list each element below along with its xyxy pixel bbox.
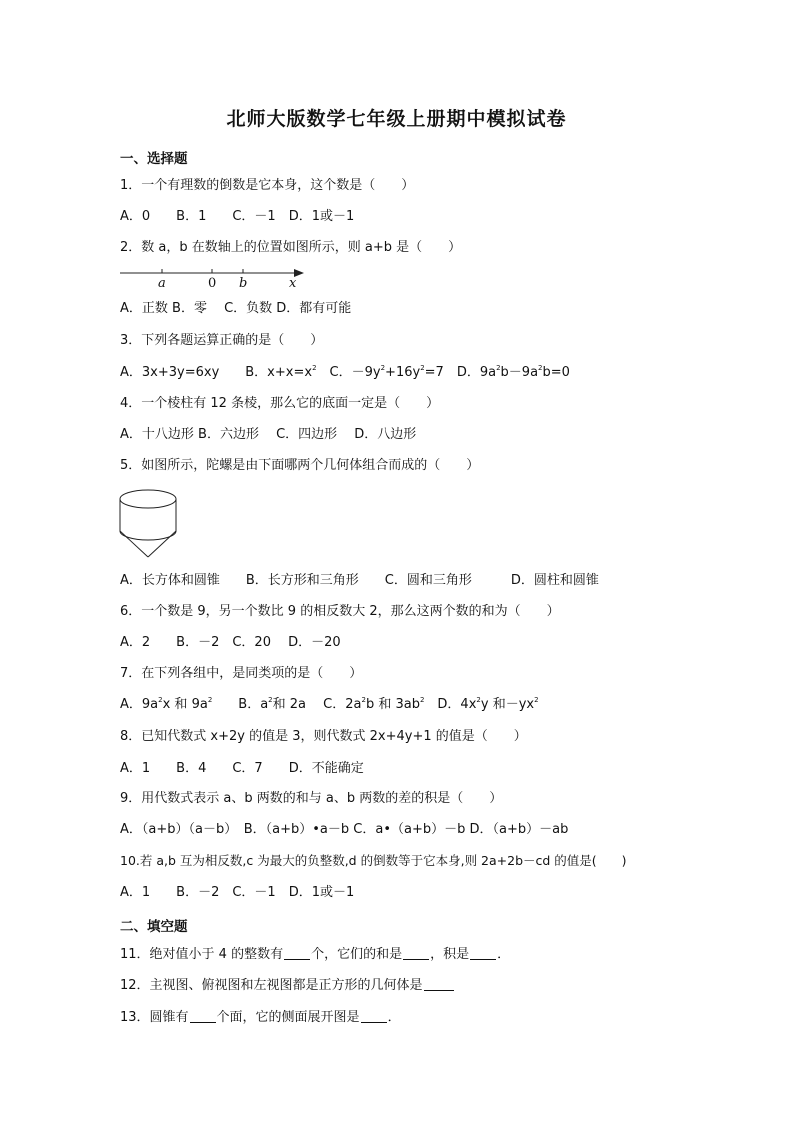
answer-blank[interactable] [190,1009,216,1023]
q7-sup: 2 [268,696,273,704]
question-5-options: A．长方体和圆锥 B．长方形和三角形 C．圆和三角形 D．圆柱和圆锥 [120,573,599,588]
answer-blank[interactable] [361,1009,387,1023]
answer-blank[interactable] [424,977,454,991]
q3-opt-ab: A．3x+3y=6xy B．x+x=x [120,365,313,380]
question-2-stem: 2．数 a，b 在数轴上的位置如图所示，则 a+b 是（ ） [120,240,462,255]
q3-opt-d-part: b－9a [500,365,539,380]
question-7-stem: 7．在下列各组中，是同类项的是（ ） [120,666,363,681]
q11-part: 个，它们的和是 [311,947,403,962]
q7-opt-d: D．4x [424,697,477,712]
q7-opt-b: B．a [212,697,269,712]
q12-part: 12．主视图、俯视图和左视图都是正方形的几何体是 [120,978,423,993]
question-13 [120,1009,401,1027]
q7-opt-a: A．9a [120,697,159,712]
q3-sup: 2 [420,364,425,372]
q3-opt-d-end: b=0 [542,365,570,380]
question-3-options [120,364,570,382]
question-4-stem: 4．一个棱柱有 12 条棱，那么它的底面一定是（ ） [120,396,440,411]
cylinder-top [120,490,176,508]
q7-sup: 2 [361,696,366,704]
question-9-stem: 9．用代数式表示 a、b 两数的和与 a、b 两数的差的积是（ ） [120,791,503,806]
label-zero: 0 [208,276,217,290]
q3-sup: 2 [538,364,543,372]
section-heading-fill: 二、填空题 [120,919,188,935]
question-11 [120,946,510,964]
question-9-options: A．（a+b）（a－b） B．（a+b）•a－b C．a•（a+b）－b D．（a+b）－ab [120,822,569,837]
q11-part: 11．绝对值小于 4 的整数有 [120,947,284,962]
q3-opt-c: C．－9y [316,365,381,380]
spinning-top-figure [116,487,180,561]
question-1-stem: 1．一个有理数的倒数是它本身，这个数是（ ） [120,178,415,193]
q7-sup: 2 [158,696,163,704]
question-6-options: A．2 B．－2 C．20 D．－20 [120,635,341,650]
number-line-figure [118,262,308,290]
q3-opt-c-part: +16y [385,365,421,380]
question-10-options: A．1 B．－2 C．－1 D．1或－1 [120,885,355,900]
question-8-stem: 8．已知代数式 x+2y 的值是 3，则代数式 2x+4y+1 的值是（ ） [120,729,527,744]
question-1-options: A．0 B．1 C．－1 D．1或－1 [120,209,355,224]
question-4-options: A．十八边形 B．六边形 C．四边形 D．八边形 [120,427,417,442]
label-a: a [158,276,166,290]
section-heading-choice: 一、选择题 [120,151,188,167]
q13-part: 个面，它的侧面展开图是 [216,1010,360,1025]
cone-left [120,531,148,557]
question-7-options [120,696,539,714]
cone-right [148,531,176,557]
q7-sup: 2 [534,696,539,704]
q7-opt-d-part: y 和－yx [480,697,535,712]
q3-opt-d: =7 D．9a [424,365,497,380]
q7-opt-a-part: x 和 9a [162,697,208,712]
question-10-stem: 10.若 a,b 互为相反数,c 为最大的负整数,d 的倒数等于它本身,则 2a+2b－cd 的值是( ) [120,853,627,868]
label-x: x [289,276,297,290]
q3-sup: 2 [312,364,317,372]
q7-opt-c-part: b 和 3ab [365,697,420,712]
answer-blank[interactable] [284,946,310,960]
page-title: 北师大版数学七年级上册期中模拟试卷 [226,108,567,130]
q7-opt-b-part: 和 2a C．2a [272,697,362,712]
question-12 [120,977,455,995]
q11-part: ，积是 [430,947,470,962]
q13-part: 13．圆锥有 [120,1010,189,1025]
question-6-stem: 6．一个数是 9，另一个数比 9 的相反数大 2，那么这两个数的和为（ ） [120,604,560,619]
q3-sup: 2 [380,364,386,372]
question-2-options: A．正数 B．零 C．负数 D．都有可能 [120,301,352,316]
q11-part: ． [497,947,511,962]
label-b: b [239,276,248,290]
question-5-stem: 5．如图所示，陀螺是由下面哪两个几何体组合而成的（ ） [120,458,480,473]
q7-sup: 2 [207,696,213,704]
q7-sup: 2 [476,696,481,704]
answer-blank[interactable] [470,946,496,960]
question-8-options: A．1 B．4 C．7 D．不能确定 [120,761,364,776]
q3-sup: 2 [496,364,501,372]
q7-sup: 2 [419,696,425,704]
q13-part: ． [387,1010,401,1025]
answer-blank[interactable] [403,946,429,960]
question-3-stem: 3．下列各题运算正确的是（ ） [120,333,324,348]
